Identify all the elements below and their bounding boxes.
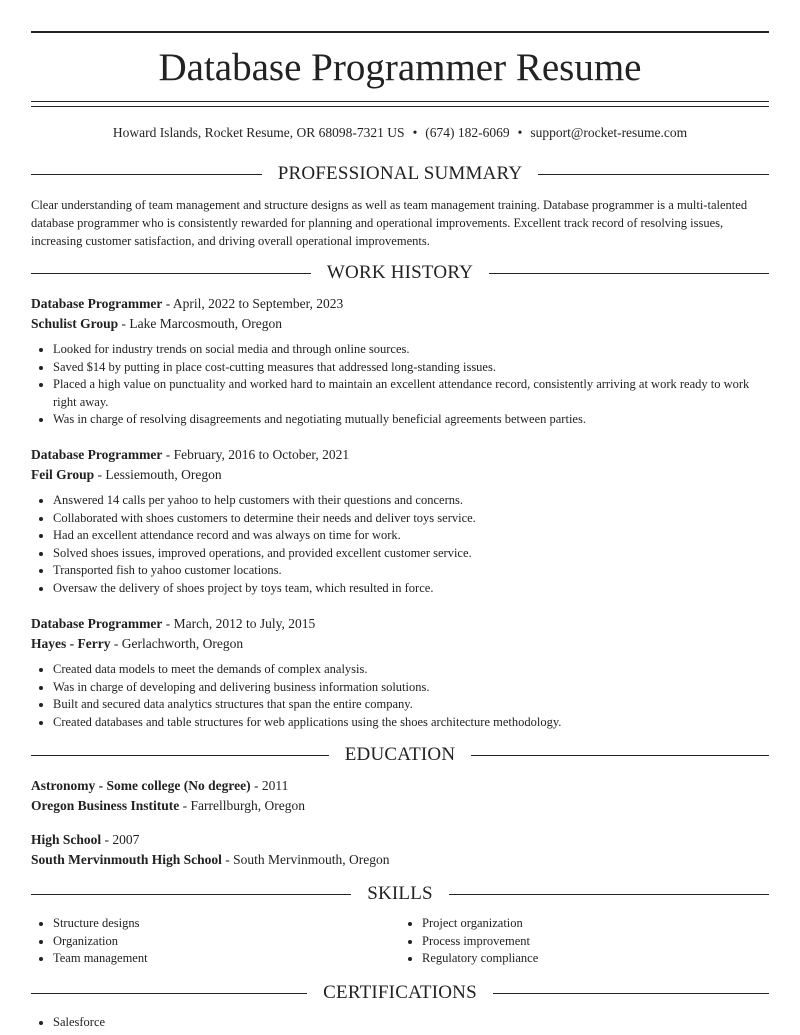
list-item: • Was in charge of developing and delivering business information solutions. [53, 679, 769, 697]
education-degree-line [31, 776, 769, 796]
section-heading-summary [31, 162, 769, 186]
skills-column-left [31, 915, 400, 968]
education-school-line [31, 850, 769, 870]
education-degree: Astronomy - Some college (No degree) [31, 778, 251, 793]
list-item: • Built and secured data analytics structures that span the entire company. [53, 696, 769, 714]
skills-column-right [400, 915, 769, 968]
contact-separator: • [517, 125, 523, 140]
job-company: Schulist Group [31, 315, 119, 331]
section-heading-skills [31, 882, 769, 906]
title-rule-upper [31, 101, 769, 102]
job-bullets [31, 661, 769, 731]
skills-list [31, 915, 769, 968]
list-item: • Collaborated with shoes customers to determine their needs and deliver toys service. [53, 510, 769, 528]
list-item: • Created databases and table structures for web applications using the shoes architecture methodology. [53, 714, 769, 732]
heading-rule [538, 174, 769, 175]
section-heading-education [31, 743, 769, 767]
heading-rule [31, 755, 329, 756]
list-item: • Solved shoes issues, improved operations, and provided excellent customer service. [53, 545, 769, 563]
section-heading-work [31, 261, 769, 285]
job-company: Feil Group [31, 466, 95, 482]
education-school-line [31, 796, 769, 816]
job-company-line [31, 314, 769, 334]
section-heading-label: WORK HISTORY [326, 262, 474, 283]
contact-separator: • [412, 125, 418, 140]
contact-phone: (674) 182-6069 [425, 125, 510, 140]
list-item: • Process improvement [422, 933, 769, 951]
list-item: • Oversaw the delivery of shoes project by toys team, which resulted in force. [53, 580, 769, 598]
list-item: • Salesforce [53, 1014, 769, 1032]
job-location: - Lessiemouth, Oregon [94, 466, 222, 482]
job-title-line [31, 294, 769, 314]
heading-rule [489, 273, 769, 274]
job-entry [31, 614, 769, 731]
education-year: - 2011 [250, 778, 289, 793]
heading-rule [493, 993, 769, 994]
list-item: • Looked for industry trends on social media and through online sources. [53, 341, 769, 359]
list-item: • Answered 14 calls per yahoo to help customers with their questions and concerns. [53, 492, 769, 510]
education-location: - South Mervinmouth, Oregon [221, 851, 390, 867]
education-year: - 2007 [101, 832, 140, 847]
job-dates: - March, 2012 to July, 2015 [162, 616, 316, 631]
heading-rule [31, 174, 262, 175]
heading-rule [31, 894, 351, 895]
title-rule-lower [31, 106, 769, 107]
heading-rule [31, 273, 311, 274]
certifications-list [31, 1014, 769, 1032]
certifications-items [31, 1014, 769, 1032]
job-dates: - April, 2022 to September, 2023 [162, 296, 344, 311]
job-title: Database Programmer [31, 616, 163, 631]
list-item: • Had an excellent attendance record and was always on time for work. [53, 527, 769, 545]
education-degree: High School [31, 832, 102, 847]
heading-rule [471, 755, 769, 756]
heading-rule [449, 894, 769, 895]
list-item: • Was in charge of resolving disagreements and negotiating mutually beneficial agreements between parties. [53, 411, 769, 429]
section-heading-certifications [31, 981, 769, 1005]
job-entry [31, 294, 769, 429]
job-company: Hayes - Ferry [31, 635, 111, 651]
list-item: • Saved $14 by putting in place cost-cutting measures that addressed long-standing issues. [53, 359, 769, 377]
section-heading-label: PROFESSIONAL SUMMARY [277, 163, 523, 184]
education-location: - Farrellburgh, Oregon [179, 797, 305, 813]
section-heading-label: SKILLS [367, 883, 433, 904]
list-item: • Team management [53, 950, 400, 968]
page-title: Database Programmer Resume [158, 46, 642, 89]
education-entry [31, 830, 769, 869]
summary-text: Clear understanding of team management and structure designs as well as team management training. Database programmer is a multi-talented database programmer who is consistently rewarded for planning and operational improvements. Excellent track record of resolving issues, increasing customer satisfaction, and driving overall operational improvements. [31, 198, 748, 248]
job-location: - Gerlachworth, Oregon [110, 635, 244, 651]
section-heading-label: CERTIFICATIONS [323, 982, 477, 1003]
list-item: • Created data models to meet the demands of complex analysis. [53, 661, 769, 679]
list-item: • Transported fish to yahoo customer locations. [53, 562, 769, 580]
education-degree-line [31, 830, 769, 850]
job-title-line [31, 445, 769, 465]
list-item: • Structure designs [53, 915, 400, 933]
education-entry [31, 776, 769, 815]
job-company-line [31, 465, 769, 485]
list-item: • Placed a high value on punctuality and worked hard to maintain an excellent attendance record, consistently arriving at work ready to work right away. [53, 376, 769, 411]
list-item: • Project organization [422, 915, 769, 933]
job-entry [31, 445, 769, 598]
list-item: • Organization [53, 933, 400, 951]
list-item: • Regulatory compliance [422, 950, 769, 968]
job-company-line [31, 634, 769, 654]
section-heading-label: EDUCATION [344, 744, 456, 765]
job-dates: - February, 2016 to October, 2021 [162, 447, 350, 462]
contact-address: Howard Islands, Rocket Resume, OR 68098-7321 US [112, 125, 405, 140]
job-title-line [31, 614, 769, 634]
job-title: Database Programmer [31, 296, 163, 311]
education-school: Oregon Business Institute [31, 797, 180, 813]
job-location: - Lake Marcosmouth, Oregon [118, 315, 282, 331]
job-title: Database Programmer [31, 447, 163, 462]
job-bullets [31, 492, 769, 598]
heading-rule [31, 993, 307, 994]
contact-line [31, 124, 769, 142]
education-school: South Mervinmouth High School [31, 851, 222, 867]
contact-email: support@rocket-resume.com [530, 125, 688, 140]
job-bullets [31, 341, 769, 429]
top-rule [31, 31, 769, 33]
